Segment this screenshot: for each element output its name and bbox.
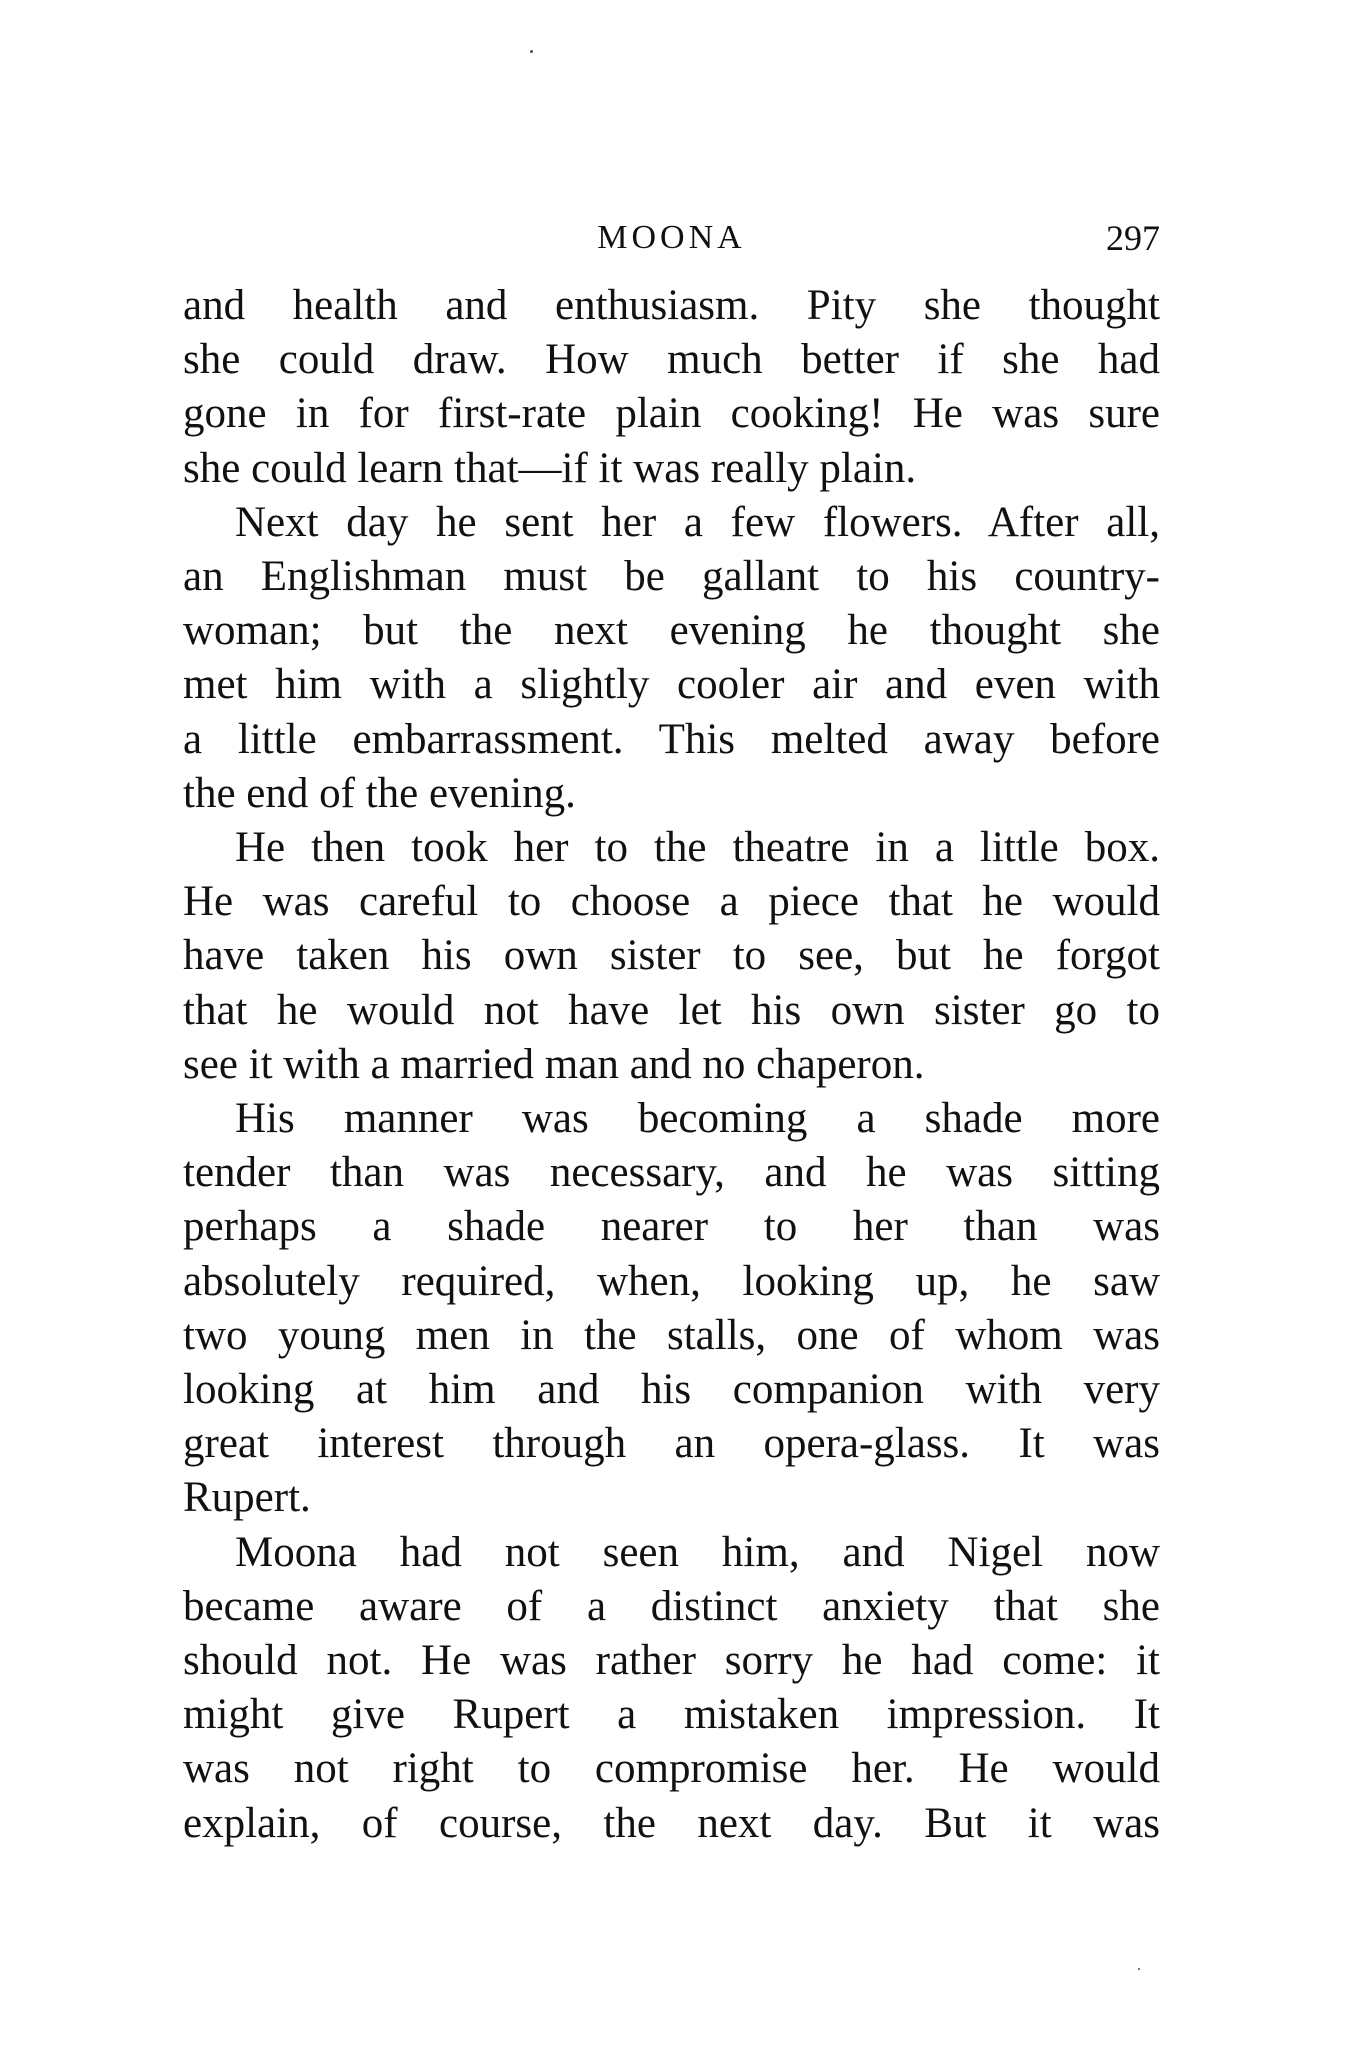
text-line: she could draw. How much better if she had — [183, 336, 1160, 384]
text-line: gone in for first-rate plain cooking! He was sure — [183, 390, 1160, 438]
text-line: might give Rupert a mistaken impression. It — [183, 1691, 1160, 1739]
text-line: tender than was necessary, and he was sitting — [183, 1149, 1160, 1197]
text-line: woman; but the next evening he thought she — [183, 607, 1160, 655]
text-line: He then took her to the theatre in a little box. — [235, 824, 1160, 872]
text-line: looking at him and his companion with very — [183, 1366, 1160, 1414]
text-line: an Englishman must be gallant to his country- — [183, 553, 1160, 601]
text-line: Next day he sent her a few flowers. After all, — [235, 498, 1160, 546]
text-line: two young men in the stalls, one of whom was — [183, 1311, 1160, 1359]
text-line: Rupert. — [183, 1474, 311, 1522]
text-line: and health and enthusiasm. Pity she thought — [183, 282, 1160, 329]
text-line: should not. He was rather sorry he had come: it — [183, 1637, 1160, 1685]
running-head — [183, 210, 1160, 266]
text-line: He was careful to choose a piece that he would — [183, 878, 1160, 926]
ink-speck — [1138, 1968, 1140, 1970]
text-line: that he would not have let his own sister go to — [183, 986, 1160, 1034]
text-line: a little embarrassment. This melted away before — [183, 715, 1160, 763]
page-number: 297 — [1106, 218, 1160, 258]
text-line: great interest through an opera-glass. It was — [183, 1420, 1160, 1468]
text-line: have taken his own sister to see, but he forgot — [183, 932, 1160, 980]
text-line: became aware of a distinct anxiety that she — [183, 1582, 1160, 1630]
text-line: she could learn that—if it was really plain. — [183, 444, 917, 492]
text-line: the end of the evening. — [183, 769, 576, 817]
text-line: perhaps a shade nearer to her than was — [183, 1203, 1160, 1251]
body-text — [183, 279, 1160, 1851]
ink-speck — [530, 50, 533, 53]
text-line: see it with a married man and no chaperon. — [183, 1040, 925, 1088]
running-title: MOONA — [597, 219, 746, 256]
text-line: His manner was becoming a shade more — [235, 1095, 1160, 1143]
text-line: was not right to compromise her. He would — [183, 1745, 1160, 1793]
text-line: absolutely required, when, looking up, he saw — [183, 1257, 1160, 1305]
text-line: Moona had not seen him, and Nigel now — [235, 1528, 1160, 1576]
text-line: explain, of course, the next day. But it was — [183, 1799, 1160, 1847]
text-line: met him with a slightly cooler air and even with — [183, 661, 1160, 709]
